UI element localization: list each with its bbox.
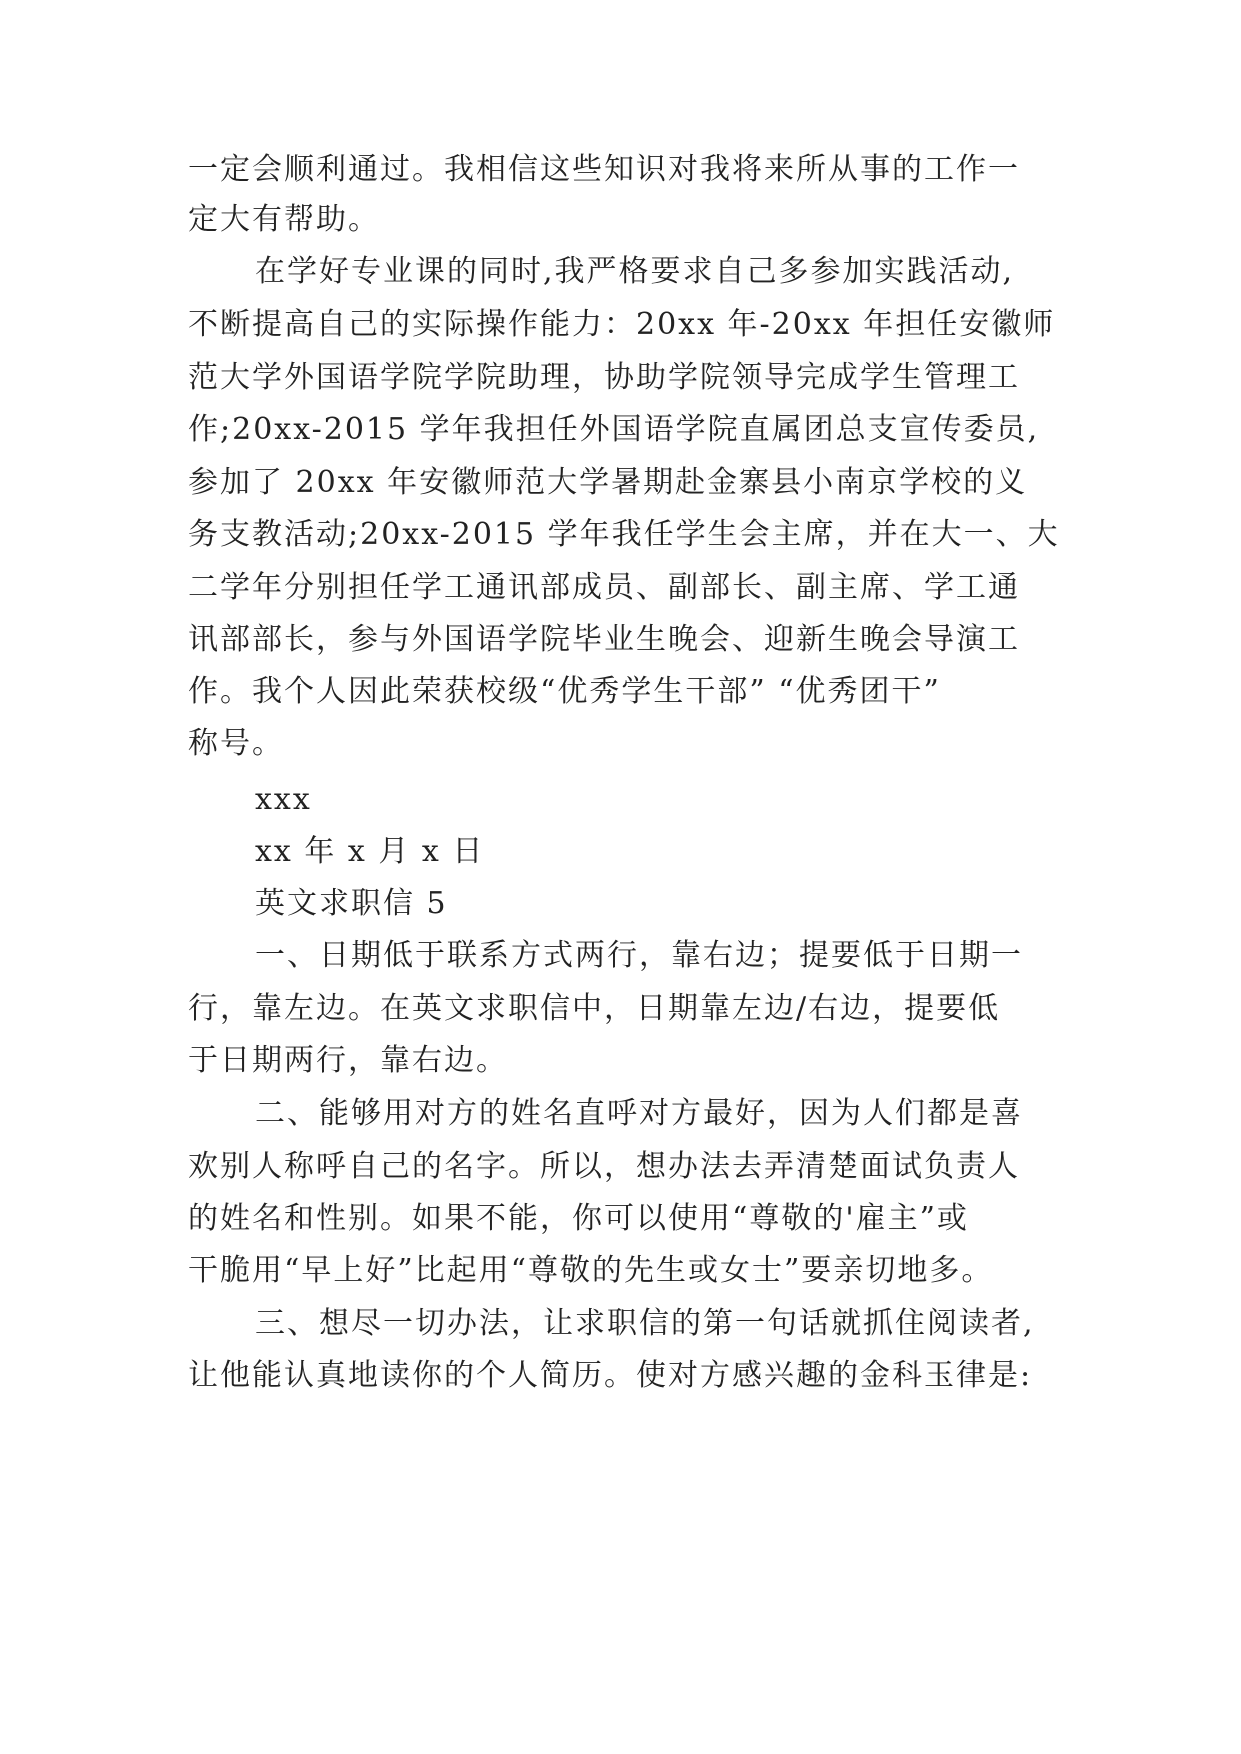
paragraph-line: 一定会顺利通过。我相信这些知识对我将来所从事的工作一 xyxy=(188,152,1020,187)
paragraph-line: 定大有帮助。 xyxy=(188,202,380,237)
paragraph-line: 欢别人称呼自己的名字。所以，想办法去弄清楚面试负责人 xyxy=(188,1149,1020,1184)
paragraph-line: 务支教活动;20xx-2015 学年我任学生会主席，并在大一、大 xyxy=(188,517,1060,552)
paragraph-line: 行，靠左边。在英文求职信中，日期靠左边/右边，提要低 xyxy=(188,991,1001,1026)
paragraph-line: 在学好专业课的同时,我严格要求自己多参加实践活动, xyxy=(255,254,1015,289)
section-heading: 英文求职信 5 xyxy=(255,886,448,921)
paragraph-line: 称号。 xyxy=(188,726,284,761)
paragraph-line: 三、想尽一切办法，让求职信的第一句话就抓住阅读者, xyxy=(255,1306,1035,1341)
paragraph-line: 干脆用“早上好”比起用“尊敬的先生或女士”要亲切地多。 xyxy=(188,1253,994,1288)
paragraph-line: 参加了 20xx 年安徽师范大学暑期赴金寨县小南京学校的义 xyxy=(188,465,1028,500)
paragraph-line: 作;20xx-2015 学年我担任外国语学院直属团总支宣传委员, xyxy=(188,412,1040,447)
paragraph-line: 一、日期低于联系方式两行，靠右边；提要低于日期一 xyxy=(255,938,1023,973)
paragraph-line: 不断提高自己的实际操作能力：20xx 年-20xx 年担任安徽师 xyxy=(188,307,1056,342)
paragraph-line: 范大学外国语学院学院助理，协助学院领导完成学生管理工 xyxy=(188,360,1020,395)
signature-date: xx 年 x 月 x 日 xyxy=(255,834,485,869)
paragraph-line: 让他能认真地读你的个人简历。使对方感兴趣的金科玉律是: xyxy=(188,1358,1033,1393)
paragraph-line: 讯部部长，参与外国语学院毕业生晚会、迎新生晚会导演工 xyxy=(188,622,1020,657)
paragraph-line: 二、能够用对方的姓名直呼对方最好，因为人们都是喜 xyxy=(255,1096,1023,1131)
paragraph-line: 的姓名和性别。如果不能，你可以使用“尊敬的'雇主”或 xyxy=(188,1201,969,1236)
paragraph-line: 二学年分别担任学工通讯部成员、副部长、副主席、学工通 xyxy=(188,570,1020,605)
signature-name: xxx xyxy=(255,782,312,817)
paragraph-line: 作。我个人因此荣获校级“优秀学生干部” “优秀团干” xyxy=(188,674,941,709)
paragraph-line: 于日期两行，靠右边。 xyxy=(188,1043,508,1078)
